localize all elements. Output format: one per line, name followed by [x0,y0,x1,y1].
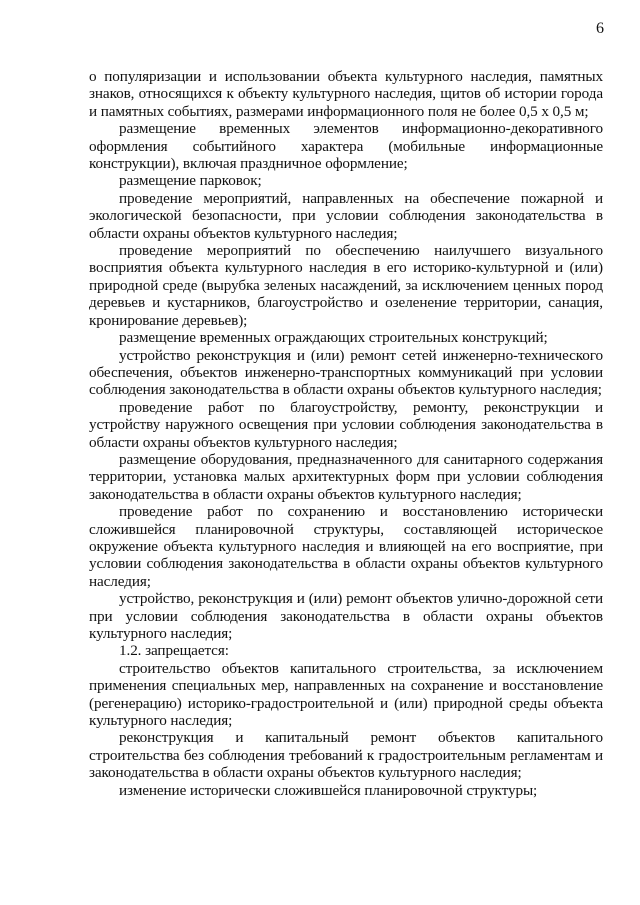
paragraph-11: устройство, реконструкция и (или) ремонт объектов улично-дорожной сети при условии соблюдения законодательства в области охраны объектов культурного наследия; [89,590,603,642]
document-body [89,68,603,799]
paragraph-14: реконструкция и капитальный ремонт объектов капитального строительства без соблюдения требований к градостроительным регламентам и законодательства в области охраны объектов культурного наследия; [89,729,603,782]
paragraph-2: размещение временных элементов информационно-декоративного оформления событийного характера (мобильные информационные конструкции), включая праздничное оформление; [89,120,603,173]
paragraph-6: размещение временных ограждающих строительных конструкций; [119,329,548,347]
paragraph-15: изменение исторически сложившейся планировочной структуры; [119,781,538,799]
paragraph-3: размещение парковок; [119,172,262,190]
section-heading-1-2: 1.2. запрещается: [119,642,229,660]
paragraph-7: устройство реконструкция и (или) ремонт сетей инженерно-технического обеспечения, объектов инженерно-транспортных коммуникаций при условии соблюдения законодательства в области охраны объектов культурного наследия; [89,346,603,399]
page-number: 6 [596,20,604,37]
paragraph-10: проведение работ по сохранению и восстановлению исторически сложившейся планировочной структуры, составляющей историческое окружение объекта культурного наследия и влияющей на его восприятие, при условии соблюдения законодательства в области охраны объектов культурного наследия; [89,503,603,590]
paragraph-8: проведение работ по благоустройству, ремонту, реконструкции и устройству наружного освещения при условии соблюдения законодательства в области охраны объектов культурного наследия; [89,398,603,451]
paragraph-1: о популяризации и использовании объекта культурного наследия, памятных знаков, относящихся к объекту культурного наследия, щитов об истории города и памятных событиях, размерами информационного поля не более 0,5 х 0,5 м; [89,68,603,120]
paragraph-5: проведение мероприятий по обеспечению наилучшего визуального восприятия объекта культурного наследия в его историко-культурной и (или) природной среде (вырубка зеленых насаждений, за исключением ценных пород деревьев и кустарников, благоустройство и озеленение территории, санация, кронирование деревьев); [89,242,603,329]
paragraph-4: проведение мероприятий, направленных на обеспечение пожарной и экологической безопасности, при условии соблюдения законодательства в области охраны объектов культурного наследия; [89,189,603,242]
paragraph-13: строительство объектов капитального строительства, за исключением применения специальных мер, направленных на сохранение и восстановление (регенерацию) историко-градостроительной и (или) природной среды объекта культурного наследия; [89,659,603,730]
paragraph-9: размещение оборудования, предназначенного для санитарного содержания территории, установка малых архитектурных форм при условии соблюдения законодательства в области охраны объектов культурного наследия; [89,450,603,503]
